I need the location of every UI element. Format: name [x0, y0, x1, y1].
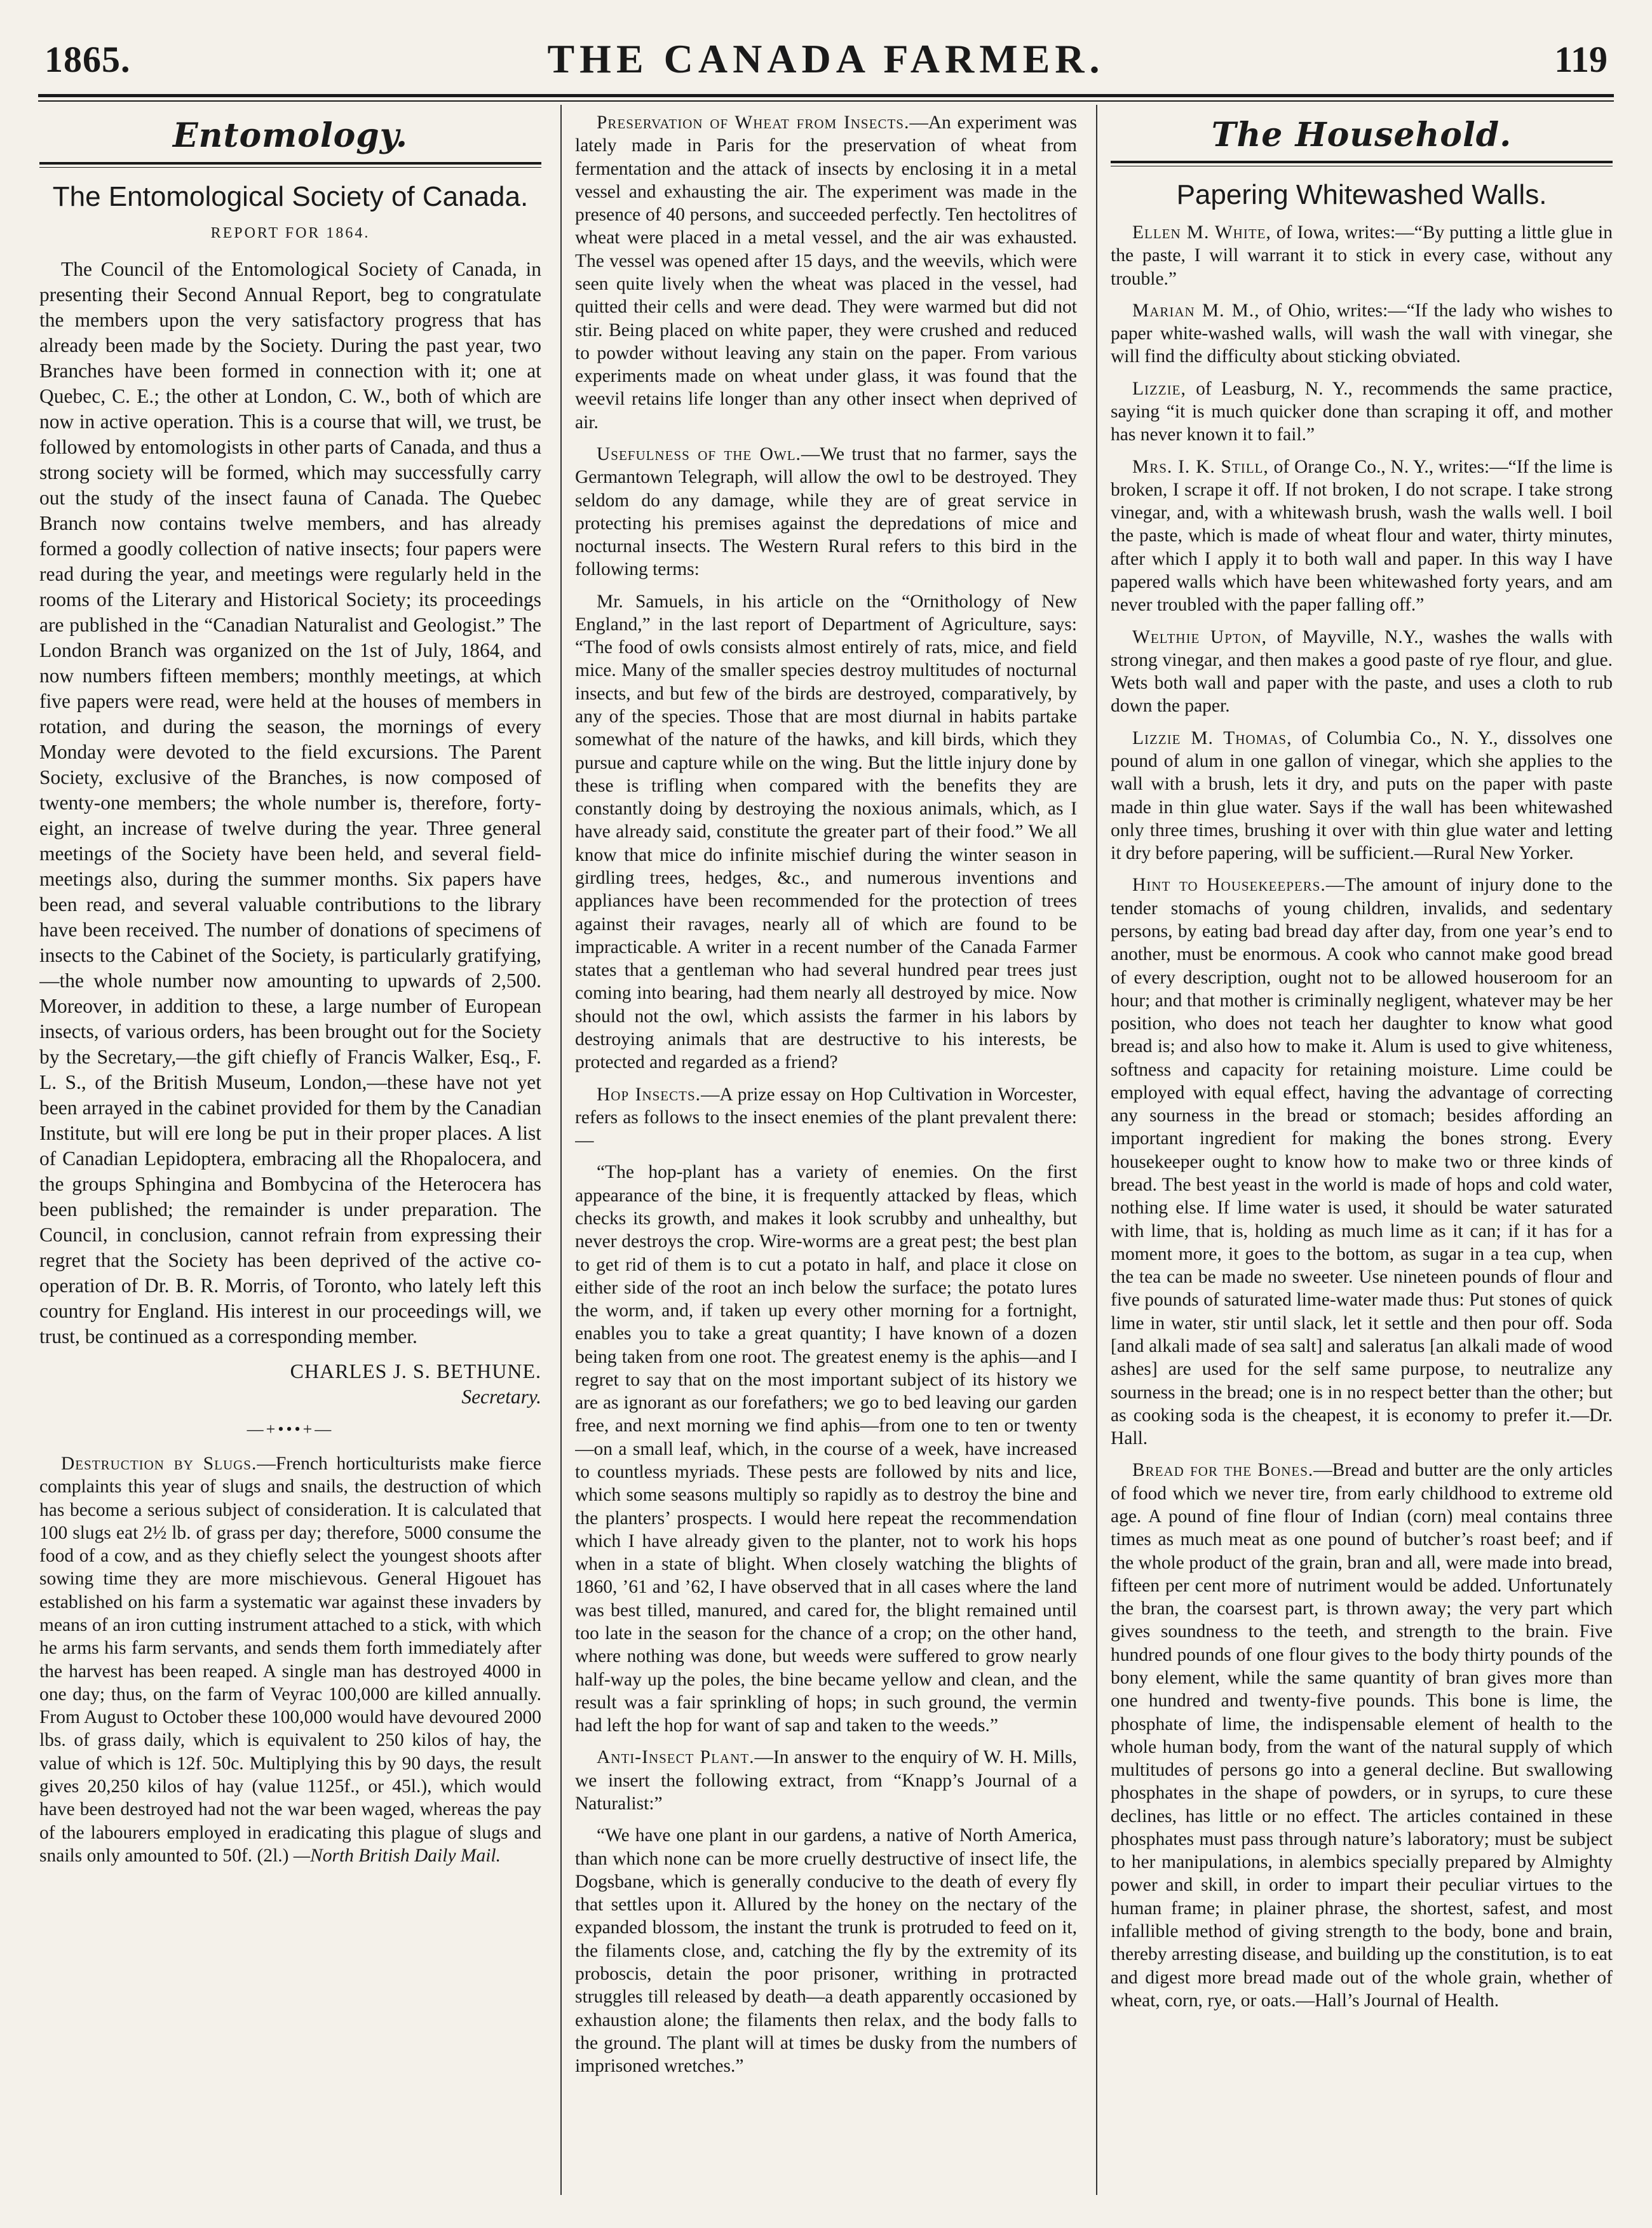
- column-divider: [1096, 105, 1097, 2195]
- article-paragraph: [575, 111, 1077, 434]
- article-paragraph: [575, 443, 1077, 581]
- article-paragraph: [575, 1824, 1077, 2077]
- paragraph-lead: Destruction by Slugs.: [61, 1454, 257, 1475]
- paragraph-lead: Welthie Upton,: [1132, 626, 1268, 647]
- article-paragraph: [1111, 221, 1613, 290]
- paragraph-text: “The hop-plant has a variety of enemies. On the first appearance of the bine, it is frequently attacked by fleas, which checks its growth, and makes it look scrubby and unhealthy, but never destroys the crop. Wire-worms are a great pest; the best plan to get rid of them is to cut a potato in half, and place it close on either side of the root an inch below the surface; the potato lures the worm, and, if taken up every other morning for a fortnight, enables you to take a great quantity; I have known of a dozen being taken from one root. The greatest enemy is the aphis—and I regret to say that on the most important subject of its history we are as ignorant as our forefathers; we go to bed leaving our garden free, and next morning we find aphis—from one to ten or twenty—on a small leaf, which, in the course of a week, have increased to countless myriads. These pests are followed by nits and lice, which some seasons multiply so rapidly as to destroy the bine and the planters’ prospects. I would here repeat the recommendation which I have already given to the planter, not to work his hops when in a state of blight. When closely watching the blights of 1860, ’61 and ’62, I have observed that in all cases where the land was best tilled, manured, and cared for, the blight remained until too late in the season for the chance of a crop; on the other hand, where nothing was done, but weeds were suffered to grow nearly half-way up the poles, the bine became yellow and clean, and the result was a fair sprinkling of hops; in such ground, the vermin had left the hop for want of sap and taken to the weeds.”: [575, 1162, 1077, 1736]
- article-title: The Entomological Society of Canada.: [52, 181, 529, 213]
- paragraph-lead: Hint to Housekeepers.: [1132, 875, 1326, 896]
- paragraph-lead: Bread for the Bones.: [1132, 1460, 1314, 1481]
- paragraph-text: “We have one plant in our gardens, a native of North America, than which none can be more cruelly destructive of insect life, the Dogsbane, which is generally conducive to the death of every fly that settles upon it. Allured by the honey on the nectary of the expanded blossom, the instant the trunk is protruded to feed on it, the filaments close, and, catching the fly by the extremity of its proboscis, detain the poor prisoner, writhing in protracted struggles till released by death—a death apparently occasioned by exhaustion alone; the filaments then relax, and the body falls to the ground. The plant will at times be dusky from the numbers of imprisoned wretches.”: [575, 1825, 1077, 2077]
- paragraph-text: of Ohio, writes:—“If the lady who wishes to paper white-washed walls, will wash the wall with vinegar, she will find the difficulty about sticking obviated.: [1111, 300, 1613, 367]
- section-rule-thin: [39, 167, 541, 168]
- header-year: 1865.: [44, 39, 131, 80]
- running-head: [25, 32, 1627, 89]
- section-rule: [1111, 161, 1613, 163]
- paragraph-text: —French horticulturists make fierce complaints this year of slugs and snails, the destruction of which has become a serious subject of consideration. It is calculated that 100 slugs eat 2½ lb. of grass per day; therefore, 5000 consume the food of a cow, and as they chiefly select the youngest shoots after sowing time they are more mischievous. General Higouet has established on his farm a systematic war against these invaders by means of an iron cutting instrument attached to a stick, with which he arms his farm servants, and sends them forth immediately after the harvest has been reaped. A single man has destroyed 4000 in one day; thus, on the farm of Veyrac 100,000 are killed annually. From August to October these 100,000 would have devoured 2000 lbs. of grass daily, which is equivalent to 250 kilos of hay, the value of which is 12f. 50c. Multiplying this by 90 days, the result gives 20,250 kilos of hay (value 1125f., or 45l.), which would have been destroyed had not the war been waged, whereas the pay of the labourers employed in eradicating this plague of slugs and snails only amounted to 50f. (2l.): [39, 1454, 541, 1866]
- article-paragraph: [1111, 1459, 1613, 2012]
- paragraph-lead: Lizzie,: [1132, 378, 1186, 399]
- article-paragraph: [1111, 377, 1613, 447]
- paragraph-text: —A prize essay on Hop Cultivation in Worcester, refers as follows to the insect enemies of the plant prevalent there:—: [575, 1084, 1077, 1151]
- article-paragraph: [575, 1083, 1077, 1152]
- article-paragraph: [39, 1452, 541, 1867]
- paragraph-text: of Mayville, N.Y., washes the walls with strong vinegar, and then makes a good paste of rye flour, and glue. Wets both wall and paper with the paste, and uses a cloth to rub down the paper.: [1111, 626, 1613, 717]
- header-rule-thin: [38, 100, 1614, 102]
- article-paragraph: [1111, 456, 1613, 617]
- header-page-number: 119: [1554, 39, 1608, 80]
- section-heading: Entomology.: [173, 116, 408, 155]
- paragraph-text: of Leasburg, N. Y., recommends the same practice, saying “it is much quicker done than scraping it off, and mother has never known it to fail.”: [1111, 378, 1613, 445]
- article-paragraph: [1111, 874, 1613, 1450]
- column-entomology: [39, 111, 541, 2189]
- paragraph-text: —An experiment was lately made in Paris for the preservation of wheat from fermentation and the attack of insects by enclosing it in a metal vessel and exhausting the air. The experiment was made in the presence of 40 persons, and succeeded perfectly. Ten hectolitres of wheat were placed in a metal vessel, and the air was exhausted. The vessel was opened after 15 days, and the weevils, which were seen quite lively when the wheat was placed in the vessel, had quitted their cells and were dead. They were warmed but did not stir. Being placed on white paper, they were crushed and reduced to powder without leaving any stain on the paper. From various experiments made on wheat under glass, it was found that the weevil retains life longer than any other insect when deprived of air.: [575, 112, 1077, 433]
- article-paragraph: [575, 1746, 1077, 1815]
- article-title: Papering Whitewashed Walls.: [1176, 179, 1547, 210]
- paragraph-lead: Ellen M. White,: [1132, 222, 1271, 243]
- signature: CHARLES J. S. BETHUNE.: [290, 1360, 541, 1383]
- paragraph-lead: Lizzie M. Thomas,: [1132, 727, 1292, 748]
- newspaper-page: [25, 25, 1627, 2198]
- paragraph-text: —Bread and butter are the only articles of food which we never tire, from early childhood to extreme old age. A pound of fine flour of Indian (corn) meal contains three times as much meat as one pound of butcher’s roast beef; and if the whole product of the grain, bran and all, were made into bread, fifteen per cent more of nutriment would be added. Unfortunately the bran, the coarsest part, is thrown away; the very part which gives soundness to the teeth, and strength to the brain. Five hundred pounds of one flour gives to the body thirty pounds of the bony element, while the same quantity of bran gives more than one hundred and twenty-five pounds. This bone is lime, the phosphate of lime, the indispensable element of health to the whole human body, from the want of the natural supply of which multitudes of persons go into a general decline. But swallowing phosphates in the shape of powders, or in syrups, to cure these declines, has little or no effect. The articles contained in these phosphates must pass through nature’s laboratory; must be subject to her manipulations, in alembics specially prepared by Almighty power and skill, in order to impart their peculiar virtues to the human frame; in plainer phrase, the shortest, safest, and most infallible method of giving strength to the body, bone and brain, thereby arresting disease, and building up the constitution, is to eat and digest more bread made out of the whole grain, whether of wheat, corn, rye, or oats.—Hall’s Journal of Health.: [1111, 1460, 1613, 2011]
- ornament-divider: —+•••+—: [247, 1420, 334, 1438]
- report-label: REPORT FOR 1864.: [210, 224, 370, 241]
- paragraph-lead: Mrs. I. K. Still,: [1132, 456, 1269, 477]
- paragraph-text: —The amount of injury done to the tender stomachs of young children, invalids, and sedentary persons, by eating bad bread day after day, from one year’s end to another, must be enormous. A cook who cannot make good bread of every description, ought not to be allowed houseroom for an hour; and that mother is criminally negligent, whatever may be her position, who does not teach her daughter to know what good bread is; and also how to make it. Alum is used to give whiteness, softness and capacity for retaining moisture. Lime could be employed with equal effect, having the advantage of correcting any sourness in the bread or stomach; besides affording an important ingredient for making the bones strong. Every housekeeper ought to know how to make two or three kinds of bread. The best yeast in the world is made of hops and cold water, nothing else. If lime water is used, it should be water saturated with lime, that is, holding as much lime as it can; if it has for a moment more, it goes to the bottom, as sugar in a tea cup, when the tea can be made no sweeter. Use nineteen pounds of flour and five pounds of saturated lime-water made thus: Put stones of quick lime in water, stir until slack, let it settle and then pour off. Soda [and alkali made of sea salt] and saleratus [an alkali made of wood ashes] are used for the self same purpose, to neutralize any sourness in the bread; one is in no respect better than the other; but as cooking soda is the cheapest, it is economy to prefer it.—Dr. Hall.: [1111, 875, 1613, 1449]
- source-credit: —North British Daily Mail.: [293, 1845, 501, 1866]
- paragraph-lead: Anti-Insect Plant.: [597, 1747, 755, 1768]
- paragraph-text: —We trust that no farmer, says the Germantown Telegraph, will allow the owl to be destroyed. They seldom do any damage, while they are of great service in protecting his premises against the depredations of mice and nocturnal insects. The Western Rural refers to this bird in the following terms:: [575, 443, 1077, 580]
- paragraph-lead: Hop Insects.: [597, 1084, 701, 1105]
- paragraph-lead: Marian M. M.,: [1132, 300, 1260, 321]
- paragraph-text: of Iowa, writes:—“By putting a little glue in the paste, I will warrant it to stick in every case, without any trouble.”: [1111, 222, 1613, 289]
- column-insects: [575, 111, 1077, 2189]
- article-paragraph: [1111, 299, 1613, 368]
- paragraph-text: of Columbia Co., N. Y., dissolves one pound of alum in one gallon of vinegar, which she applies to the wall with a brush, lets it dry, and puts on the paper with paste made in thin glue water. Says if the wall has been whitewashed only three times, brushing it over with thin glue water and letting it dry before papering, will be sufficient.—Rural New Yorker.: [1111, 727, 1613, 864]
- article-paragraph: [575, 590, 1077, 1074]
- section-heading: The Household.: [1211, 116, 1512, 154]
- paragraph-text: of Orange Co., N. Y., writes:—“If the lime is broken, I scrape it off. If not broken, I do not scrape. I take strong vinegar, and, with a whitewash brush, wash the walls well. I boil the paste, which is made of wheat flour and water, thirty minutes, after which I apply it to both wall and paper. In this way I have papered walls which have been whitewashed forty years, and am never troubled with the paper falling off.”: [1111, 456, 1613, 616]
- paragraph-text: —In answer to the enquiry of W. H. Mills, we insert the following extract, from “Knapp’s Journal of a Naturalist:”: [575, 1747, 1077, 1814]
- paragraph-lead: Usefulness of the Owl.: [597, 443, 801, 464]
- article-paragraph: [1111, 727, 1613, 865]
- section-rule: [39, 162, 541, 165]
- article-paragraph: The Council of the Entomological Society of Canada, in presenting their Second Annual Report, beg to congratulate the members upon the very satisfactory progress that has already been made by the Society. During the past year, two Branches have been formed in connection with it; one at Quebec, C. E.; the other at London, C. W., both of which are now in active operation. This is a course that will, we trust, be followed by entomologists in other parts of Canada, and thus a strong society will be formed, which may successfully carry out the study of the insect fauna of Canada. The Quebec Branch now contains twelve members, and has already formed a goodly collection of native insects; four papers were read during the year, and meetings were regularly held in the rooms of the Literary and Historical Society; its proceedings are published in the “Canadian Naturalist and Geologist.” The London Branch was organized on the 1st of July, 1864, and now numbers fifteen members; monthly meetings, at which five papers were read, were held at the houses of members in rotation, and during the season, the mornings of every Monday were devoted to the field excursions. The Parent Society, exclusive of the Branches, is now composed of twenty-one members; the whole number is, therefore, forty-eight, an increase of twelve during the year. Three general meetings of the Society have been held, and several field-meetings also, during the summer months. Six papers have been read, and several valuable contributions to the library have been received. The number of donations of specimens of insects to the Cabinet of the Society, is particularly gratifying,—the whole number now amounting to upwards of 2,500. Moreover, in addition to these, a large number of European insects, of various orders, has been brought out for the Society by the Secretary,—the gift chiefly of Francis Walker, Esq., F. L. S., of the British Museum, London,—these have not yet been arrayed in the cabinet provided for them by the Canadian Institute, but will ere long be put in their proper places. A list of Canadian Lepidoptera, embracing all the Rhopalocera, and the groups Sphingina and Bombycina of the Heterocera has been published; the remainder is under preparation. The Council, in conclusion, cannot refrain from expressing their regret that the Society has been deprived of the active co-operation of Dr. B. R. Morris, of Toronto, who lately left this country for England. His interest in our proceedings will, we trust, be continued as a corresponding member.: [39, 258, 541, 1348]
- header-title: THE CANADA FARMER.: [547, 36, 1105, 81]
- article-paragraph: [575, 1161, 1077, 1737]
- column-divider: [560, 105, 562, 2195]
- article-paragraph: [1111, 626, 1613, 718]
- signature-role: Secretary.: [461, 1386, 541, 1408]
- paragraph-text: Mr. Samuels, in his article on the “Ornithology of New England,” in the last report of Department of Agriculture, says: “The food of owls consists almost entirely of rats, mice, and field mice. Many of the smaller species destroy multitudes of nocturnal insects, and but few of the birds are destroyed, comparatively, by any of the species. Those that are most diurnal in habits partake somewhat of the nature of the hawks, and kill birds, which they pursue and capture while on the wing. But the little injury done by these is trifling when compared with the benefits they are constantly doing by destroying the noxious animals, which, as I have already said, constitute the greater part of their food.” We all know that mice do infinite mischief during the winter season in girdling trees, hedges, &c., and numerous inventions and appliances have been recommended for the protection of trees against their ravages, nearly all of which are found to be impracticable. A writer in a recent number of the Canada Farmer states that a gentleman who had several hundred pear trees just coming into bearing, had them nearly all destroyed by mice. Now should not the owl, which assists the farmer in his labors by destroying animals that are destructive to his interests, be protected and regarded as a friend?: [575, 591, 1077, 1073]
- header-rule: [38, 94, 1614, 97]
- column-household: [1111, 111, 1613, 2189]
- paragraph-lead: Preservation of Wheat from Insects.: [597, 112, 910, 133]
